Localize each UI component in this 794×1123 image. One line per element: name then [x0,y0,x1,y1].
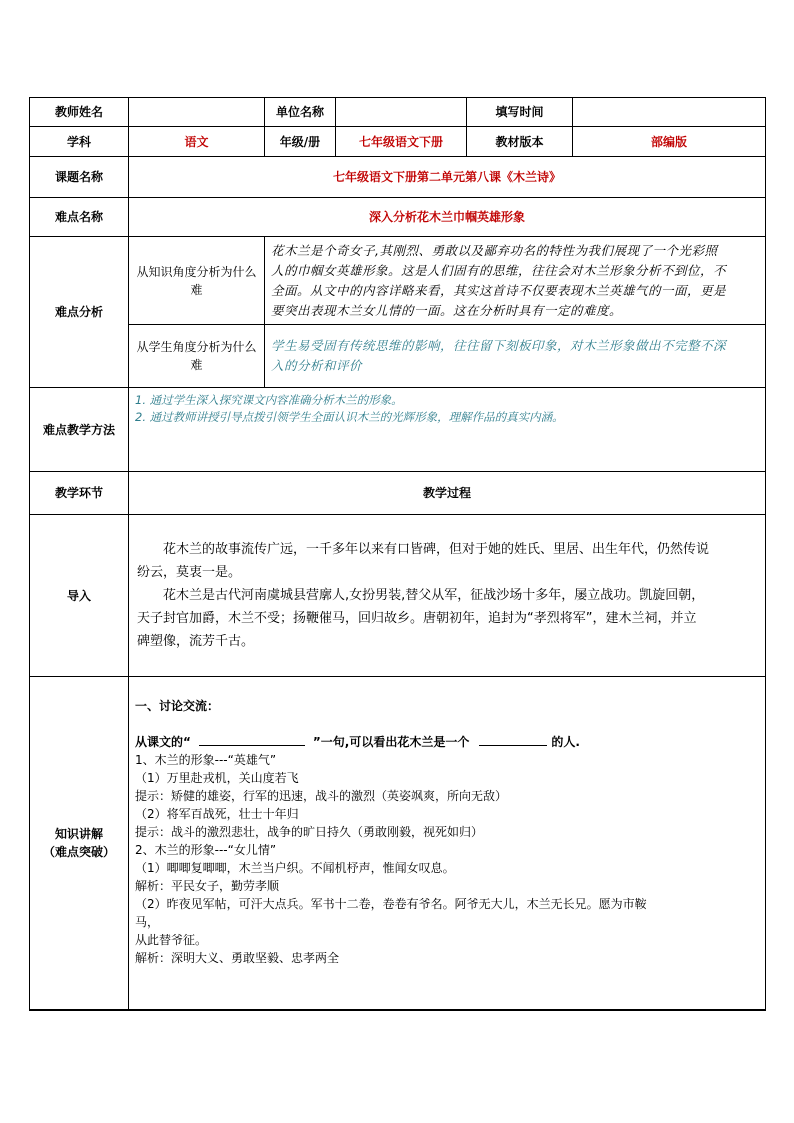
intro-row [30,515,766,677]
student-line: 学生易受固有传统思维的影响，往往留下刻板印象，对木兰形象做出不完整不深 [271,338,727,353]
method-item: 2. 通过教师讲授引导点拨引领学生全面认识木兰的光辉形象，理解作品的真实内涵。 [135,410,564,424]
difficulty-row [30,198,766,237]
difficulty-value: 深入分析花木兰巾帼英雄形象 [129,198,766,237]
knowledge-label-line2: （难点突破） [42,844,115,859]
knowledge-angle-text [265,237,766,325]
knowledge-line: （1）唧唧复唧唧，木兰当户织。不闻机杼声，惟闻女叹息。 [135,861,455,875]
discussion-heading: 一、讨论交流： [135,699,220,713]
fill-date-value [573,98,766,127]
student-line: 入的分析和评价 [271,358,363,373]
lesson-plan-table [29,97,766,1011]
knowledge-line: （1）万里赴戎机，关山度若飞 [135,771,299,785]
knowledge-line: 人的巾帼女英雄形象。这是人们固有的思维，往往会对木兰形象分析不到位，不 [271,262,727,278]
knowledge-line: 1、木兰的形象---“英雄气” [135,753,277,767]
knowledge-content [129,677,766,1010]
knowledge-row [30,677,766,1010]
intro-text [129,515,766,677]
knowledge-line: 提示：矫健的雄姿，行军的迅速，战斗的激烈（英姿飒爽，所向无敌） [135,789,508,803]
teacher-name-value [129,98,265,127]
analysis-label: 难点分析 [30,237,129,388]
unit-name-label: 单位名称 [265,98,336,127]
knowledge-line: 花木兰是个奇女子,其刚烈、勇敢以及鄙弃功名的特性为我们展现了一个光彩照 [271,242,718,258]
teacher-name-label: 教师姓名 [30,98,129,127]
fill-blank-question [135,733,759,751]
knowledge-line: （2）昨夜见军帖，可汗大点兵。军书十二卷，卷卷有爷名。阿爷无大儿，木兰无长兄。愿为市鞍 [135,897,647,911]
process-label: 教学过程 [129,472,766,515]
knowledge-line: 全面。从文中的内容详略来看，其实这首诗不仅要表现木兰英雄气的一面，更是 [271,282,727,298]
knowledge-line: 马， [135,915,160,929]
header-row-1 [30,98,766,127]
knowledge-line: 2、木兰的形象---“女儿情” [135,843,277,857]
knowledge-line: 解析：深明大义、勇敢坚毅、忠孝两全 [135,951,340,965]
answer-blank-2[interactable] [479,733,547,746]
knowledge-label-line1: 知识讲解 [54,826,103,841]
knowledge-line: （2）将军百战死，壮士十年归 [135,807,299,821]
answer-blank-1[interactable] [199,733,305,746]
analysis-knowledge-row [30,237,766,325]
lesson-title-row [30,157,766,198]
knowledge-angle-label: 从知识角度分析为什么难 [129,237,265,325]
intro-line: 花木兰是古代河南虞城县营廓人,女扮男装,替父从军，征战沙场十多年，屡立战功。凯旋回朝， [163,588,705,603]
grade-value: 七年级语文下册 [336,127,467,157]
header-row-2 [30,127,766,157]
analysis-student-row [30,325,766,388]
difficulty-label: 难点名称 [30,198,129,237]
student-angle-text [265,325,766,388]
lesson-title-label: 课题名称 [30,157,129,198]
student-angle-label: 从学生角度分析为什么难 [129,325,265,388]
unit-name-value [336,98,467,127]
knowledge-line: 解析：平民女子，勤劳孝顺 [135,879,280,893]
question-part-1: 从课文的“ [135,735,191,749]
question-part-3: 的人. [551,735,580,749]
intro-line: 天子封官加爵，木兰不受；扬鞭催马，回归故乡。唐朝初年，追封为“孝烈将军”，建木兰祠，并立 [137,611,697,626]
subject-value: 语文 [129,127,265,157]
process-header-row [30,472,766,515]
intro-label: 导入 [30,515,129,677]
fill-date-label: 填写时间 [467,98,573,127]
method-list [129,388,766,472]
method-row [30,388,766,472]
subject-label: 学科 [30,127,129,157]
method-item: 1. 通过学生深入探究课文内容准确分析木兰的形象。 [135,393,403,407]
knowledge-line: 从此替爷征。 [135,933,208,947]
edition-label: 教材版本 [467,127,573,157]
knowledge-line: 要突出表现木兰女儿情的一面。这在分析时具有一定的难度。 [271,302,623,318]
intro-line: 碑塑像，流芳千古。 [137,634,255,649]
grade-label: 年级/册 [265,127,336,157]
stage-label: 教学环节 [30,472,129,515]
knowledge-line: 提示：战斗的激烈悲壮，战争的旷日持久（勇敢刚毅，视死如归） [135,825,484,839]
question-part-2: ”一句,可以看出花木兰是一个 [312,735,470,749]
intro-line: 纷云，莫衷一是。 [137,565,242,580]
method-label: 难点教学方法 [30,388,129,472]
edition-value: 部编版 [573,127,766,157]
intro-line: 花木兰的故事流传广远，一千多年以来有口皆碑，但对于她的姓氏、里居、出生年代，仍然传说 [163,542,710,557]
knowledge-label [30,677,129,1010]
lesson-title-value: 七年级语文下册第二单元第八课《木兰诗》 [129,157,766,198]
